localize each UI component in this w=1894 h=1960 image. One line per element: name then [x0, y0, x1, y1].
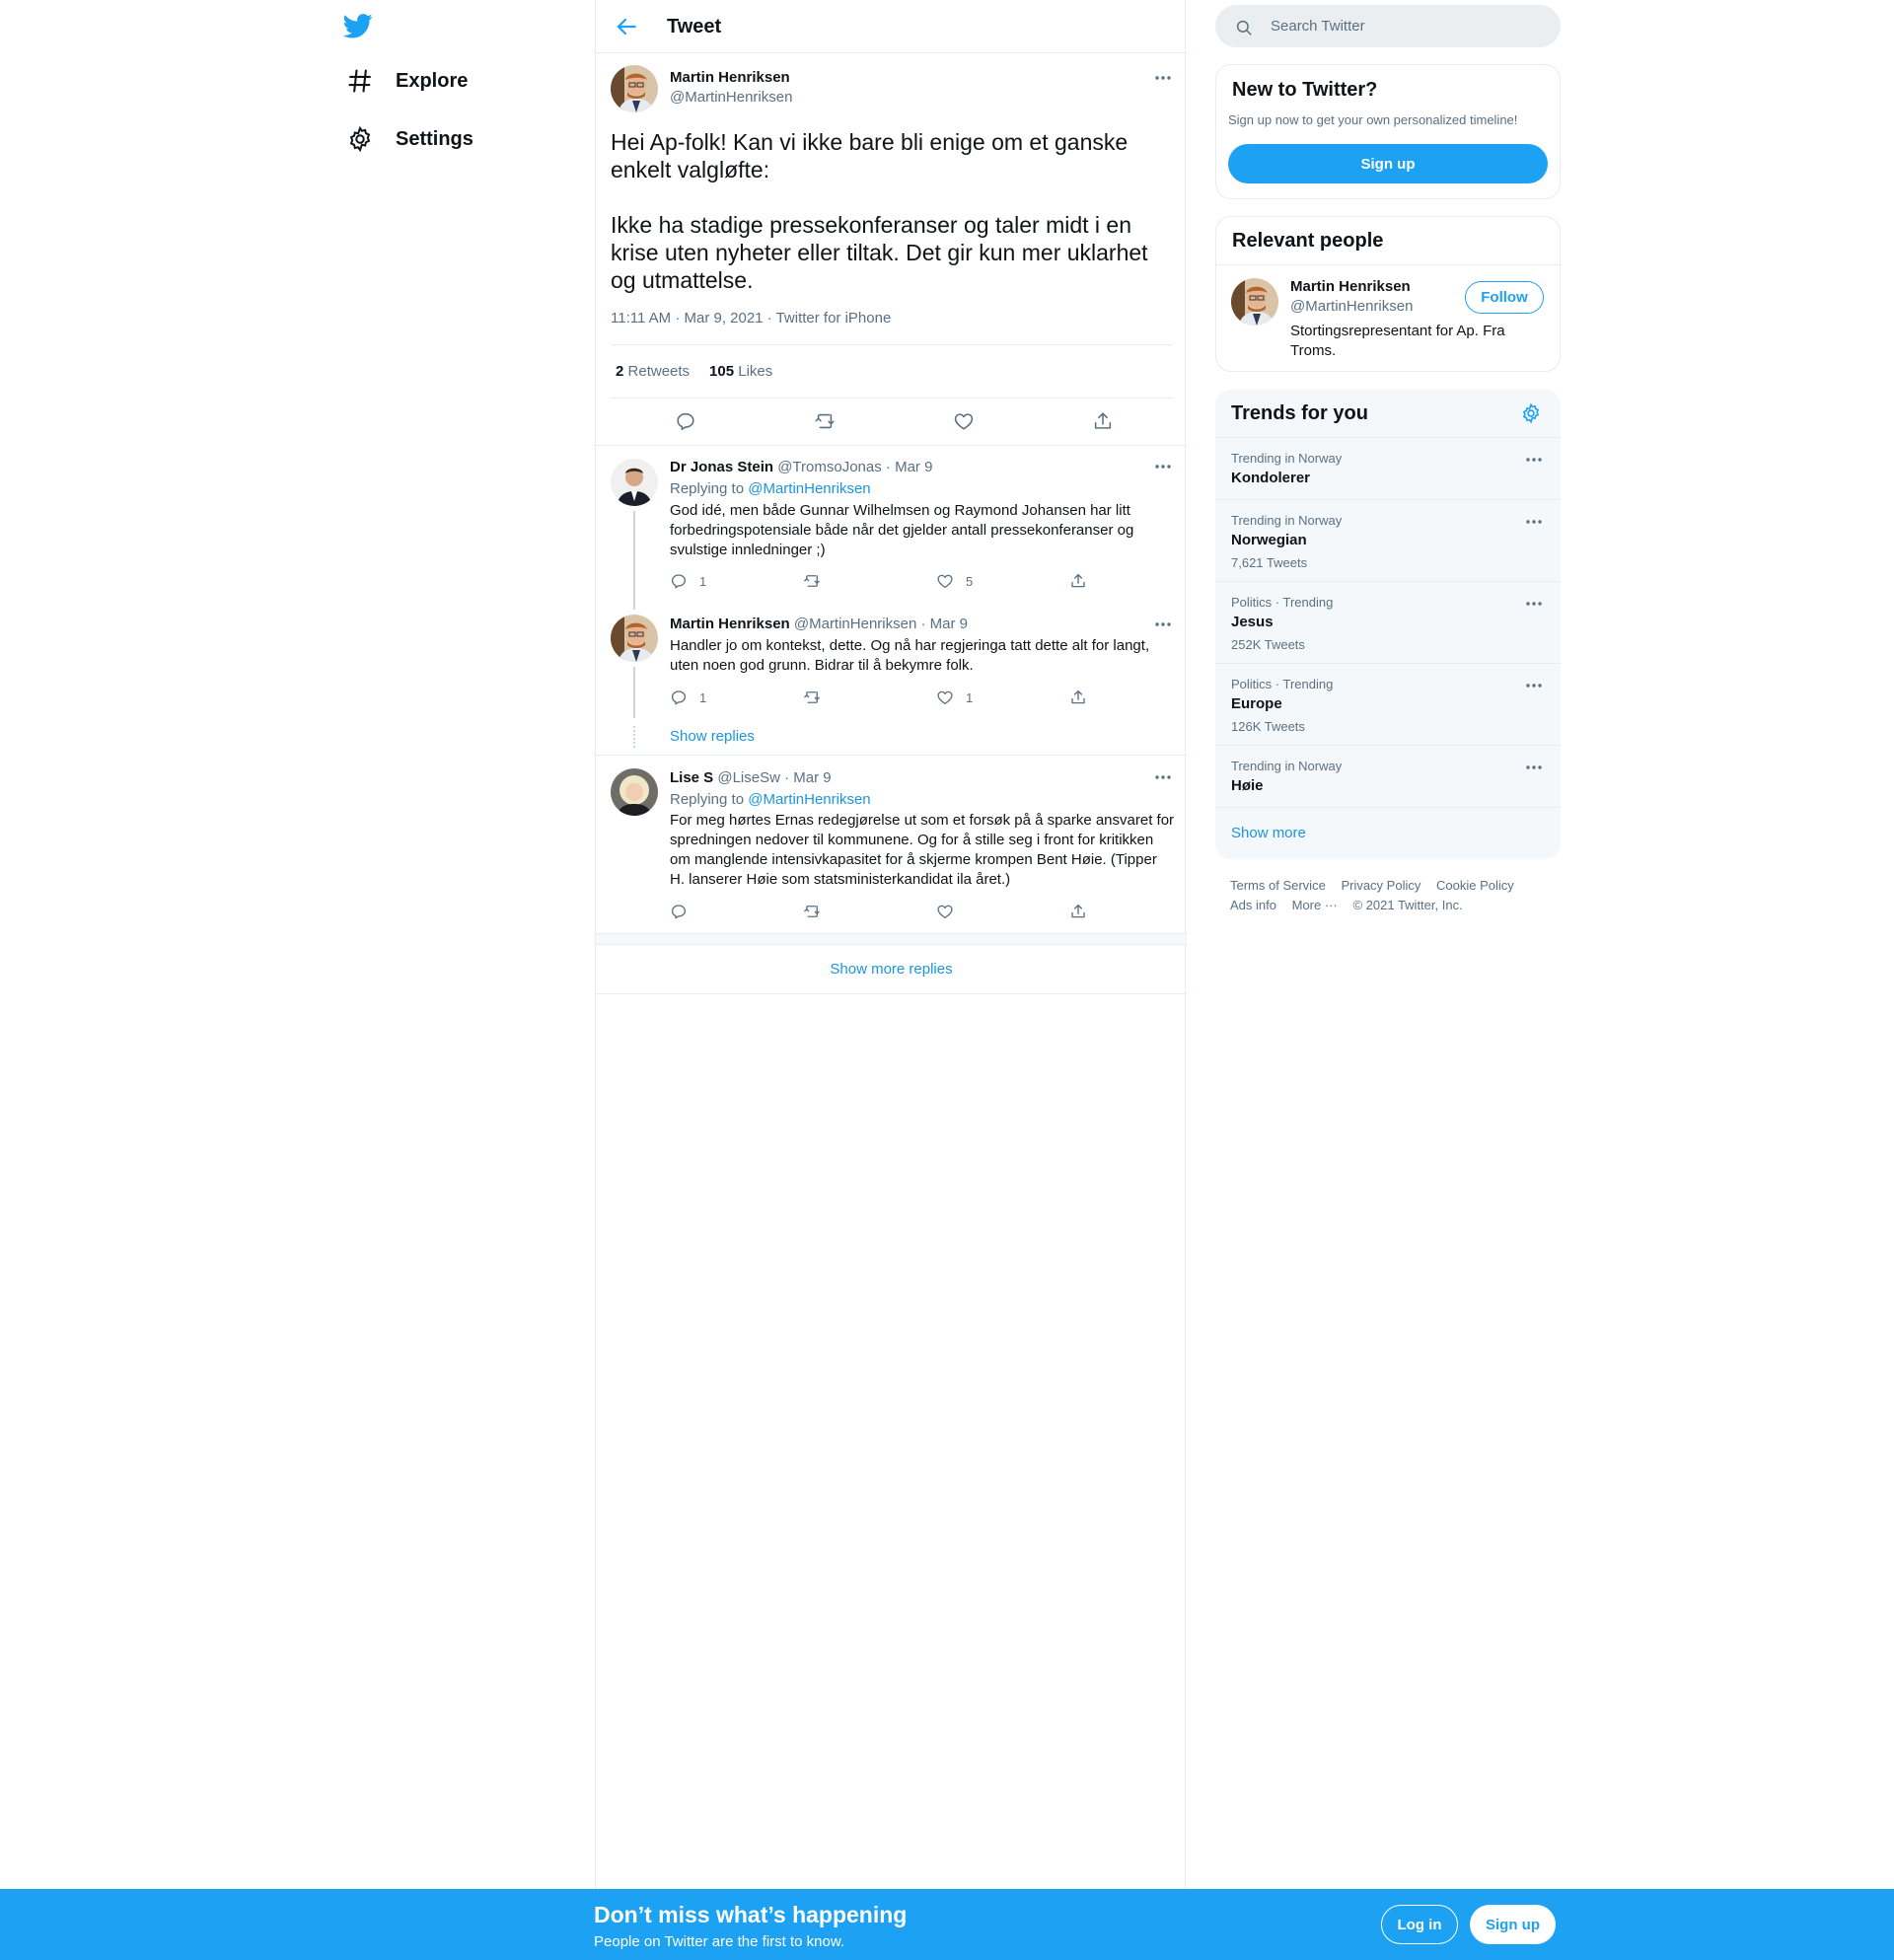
trend-item[interactable] [1215, 581, 1561, 663]
reply-icon[interactable] [675, 410, 696, 432]
twitter-bird-icon[interactable] [343, 11, 373, 40]
avatar[interactable] [611, 459, 658, 506]
thread-line [633, 511, 635, 610]
signup-button[interactable]: Sign up [1470, 1905, 1556, 1944]
reply-header [670, 616, 968, 632]
retweet-icon [803, 572, 833, 590]
reply-button[interactable] [670, 903, 699, 920]
share-icon [1069, 572, 1099, 590]
show-replies-link[interactable]: Show replies [670, 728, 755, 745]
retweets-count: 2 [616, 363, 624, 380]
trend-item[interactable] [1215, 437, 1561, 499]
heart-icon[interactable] [953, 410, 975, 432]
like-button[interactable] [936, 572, 973, 590]
tweet-action-bar [611, 401, 1173, 441]
trends-card [1215, 390, 1561, 859]
footer-link-privacy[interactable]: Privacy Policy [1341, 878, 1421, 893]
divider [596, 755, 1187, 756]
replying-to [670, 791, 871, 808]
trend-name: Europe [1231, 695, 1282, 712]
reply-author-name[interactable]: Martin Henriksen [670, 616, 790, 632]
reply-text: Handler jo om kontekst, dette. Og nå har regjeringa tatt dette alt for langt, uten noen god grunn. Bidrar til å bekymre folk. [670, 637, 1150, 674]
reply-author-handle[interactable]: @TromsoJonas [777, 459, 882, 475]
likes-stat[interactable] [709, 363, 772, 380]
nav-explore[interactable] [342, 57, 479, 105]
avatar[interactable] [611, 65, 658, 112]
trend-name: Norwegian [1231, 532, 1307, 548]
show-more-link[interactable]: Show more [1231, 825, 1306, 841]
reply-author-name[interactable]: Lise S [670, 769, 714, 786]
footer-link-terms[interactable]: Terms of Service [1230, 878, 1326, 893]
trend-count: 7,621 Tweets [1231, 555, 1308, 570]
reply-count: 1 [699, 690, 707, 705]
signup-button[interactable]: Sign up [1228, 144, 1548, 183]
reply-icon [670, 903, 699, 920]
trend-context: Politics · Trending [1231, 595, 1334, 610]
footer-copyright: © 2021 Twitter, Inc. [1352, 898, 1463, 912]
person-bio: Stortingsrepresentant for Ap. Fra Troms. [1290, 323, 1505, 359]
card-title: Relevant people [1232, 230, 1384, 252]
avatar[interactable] [1231, 278, 1278, 326]
tweet-author-handle[interactable]: @MartinHenriksen [670, 89, 793, 106]
relevant-people-card [1215, 216, 1561, 372]
banner-subheading: People on Twitter are the first to know. [594, 1933, 845, 1950]
retweet-icon [803, 689, 833, 706]
more-icon[interactable] [1153, 73, 1173, 83]
more-icon[interactable] [1524, 762, 1544, 772]
signup-banner [0, 1889, 1894, 1960]
follow-button[interactable]: Follow [1465, 281, 1544, 314]
reply-count: 1 [699, 573, 707, 589]
retweets-stat[interactable] [616, 363, 690, 380]
more-icon[interactable] [1524, 517, 1544, 527]
reply-icon [670, 572, 699, 590]
more-icon[interactable] [1153, 462, 1173, 472]
trend-item[interactable] [1215, 663, 1561, 745]
share-icon [1069, 903, 1099, 920]
page-header [596, 0, 1187, 53]
search-bar[interactable] [1215, 5, 1561, 47]
like-button[interactable] [936, 689, 973, 706]
share-button[interactable] [1069, 689, 1099, 706]
trend-context: Trending in Norway [1231, 451, 1343, 466]
reply-author-handle[interactable]: @MartinHenriksen [793, 616, 917, 632]
person-name[interactable]: Martin Henriksen [1290, 278, 1411, 295]
section-divider [596, 933, 1187, 945]
card-subtitle: Sign up now to get your own personalized timeline! [1228, 112, 1518, 127]
more-icon[interactable] [1153, 619, 1173, 629]
tweet-text: Hei Ap-folk! Kan vi ikke bare bli enige om et ganske enkelt valgløfte: Ikke ha stadige pressekonferanser og taler midt i en krise uten nyheter eller tiltak. Det gir kun mer uklarhet og utmattelse. [611, 129, 1148, 293]
more-icon[interactable] [1524, 455, 1544, 465]
gear-icon [346, 125, 374, 153]
retweet-button[interactable] [803, 689, 833, 706]
page-title: Tweet [667, 16, 722, 37]
reply-date[interactable]: · Mar 9 [920, 616, 968, 632]
reply-header [670, 769, 832, 786]
footer [1230, 876, 1556, 915]
divider [596, 445, 1187, 446]
show-more-replies-button[interactable]: Show more replies [596, 945, 1187, 994]
tweet-stats [616, 363, 772, 380]
reply-date[interactable]: · Mar 9 [784, 769, 832, 786]
trend-item[interactable] [1215, 499, 1561, 581]
nav-explore-label: Explore [396, 69, 469, 92]
replying-to-prefix: Replying to [670, 791, 749, 808]
person-handle[interactable]: @MartinHenriksen [1290, 298, 1414, 315]
retweet-button[interactable] [803, 903, 833, 920]
card-title: Trends for you [1231, 402, 1368, 424]
replying-to-link[interactable]: @MartinHenriksen [748, 480, 871, 497]
reply-author-handle[interactable]: @LiseSw [717, 769, 780, 786]
reply-text: For meg hørtes Ernas redegjørelse ut som et forsøk på å sparke ansvaret for spredningen nedover til kommunene. Og for å stille seg i front for kritikken om manglende intensivkapasitet for å skjerme krompen Bent Høie. (Tipper H. lanserer Høie som statsministerkandidat ila året.) [670, 812, 1175, 888]
reply-date[interactable]: · Mar 9 [885, 459, 933, 475]
replying-to-prefix: Replying to [670, 480, 749, 497]
reply-button[interactable] [670, 689, 706, 706]
footer-link-more[interactable]: More ··· [1291, 898, 1338, 912]
nav-settings[interactable] [342, 115, 485, 163]
reply-header [670, 459, 932, 475]
trend-context: Politics · Trending [1231, 677, 1334, 691]
like-count: 1 [966, 690, 974, 705]
heart-icon [936, 689, 966, 706]
main-column [595, 0, 1186, 1889]
trend-name: Høie [1231, 777, 1264, 794]
hashtag-icon [346, 67, 374, 95]
replying-to [670, 480, 871, 497]
search-input[interactable] [1271, 5, 1547, 47]
likes-count: 105 [709, 363, 735, 380]
new-to-twitter-card [1215, 64, 1561, 199]
trend-name: Kondolerer [1231, 470, 1311, 486]
like-count: 5 [966, 573, 974, 589]
divider [611, 398, 1173, 399]
divider [611, 344, 1173, 345]
divider [1216, 264, 1561, 265]
retweet-button[interactable] [803, 572, 833, 590]
tweet-meta[interactable]: 11:11 AM · Mar 9, 2021 · Twitter for iPhone [611, 310, 892, 327]
heart-icon [936, 903, 966, 920]
heart-icon [936, 572, 966, 590]
share-button[interactable] [1069, 572, 1099, 590]
retweet-icon[interactable] [814, 410, 836, 432]
banner-heading: Don’t miss what’s happening [594, 1902, 908, 1927]
thread-line [633, 667, 635, 718]
thread-dots [633, 726, 635, 748]
show-more-trends[interactable] [1215, 807, 1561, 859]
trend-count: 252K Tweets [1231, 637, 1305, 652]
login-button[interactable]: Log in [1381, 1905, 1458, 1944]
trend-context: Trending in Norway [1231, 513, 1343, 528]
reply-icon [670, 689, 699, 706]
reply-text: God idé, men både Gunnar Wilhelmsen og Raymond Johansen har litt forbedringspotensiale både når det gjelder antall pressekonferanser og svulstige innledninger ;) [670, 502, 1134, 558]
footer-link-ads[interactable]: Ads info [1230, 898, 1276, 912]
likes-label: Likes [738, 363, 773, 380]
avatar[interactable] [611, 615, 658, 662]
nav-settings-label: Settings [396, 127, 474, 150]
share-button[interactable] [1069, 903, 1099, 920]
footer-link-cookie[interactable]: Cookie Policy [1435, 878, 1514, 893]
more-icon[interactable] [1524, 599, 1544, 609]
like-button[interactable] [936, 903, 966, 920]
trend-item[interactable] [1215, 745, 1561, 807]
trend-context: Trending in Norway [1231, 759, 1343, 773]
replying-to-link[interactable]: @MartinHenriksen [748, 791, 871, 808]
avatar[interactable] [611, 768, 658, 816]
more-icon[interactable] [1153, 772, 1173, 782]
more-icon[interactable] [1524, 681, 1544, 690]
gear-icon[interactable] [1520, 402, 1542, 424]
share-icon[interactable] [1092, 410, 1114, 432]
tweet-author-name[interactable]: Martin Henriksen [670, 69, 790, 86]
arrow-left-icon[interactable] [614, 14, 639, 39]
retweet-icon [803, 903, 833, 920]
trend-name: Jesus [1231, 614, 1274, 630]
reply-button[interactable] [670, 572, 706, 590]
reply-author-name[interactable]: Dr Jonas Stein [670, 459, 774, 475]
retweets-label: Retweets [627, 363, 691, 380]
card-title: New to Twitter? [1232, 79, 1378, 101]
share-icon [1069, 689, 1099, 706]
trend-count: 126K Tweets [1231, 719, 1305, 734]
